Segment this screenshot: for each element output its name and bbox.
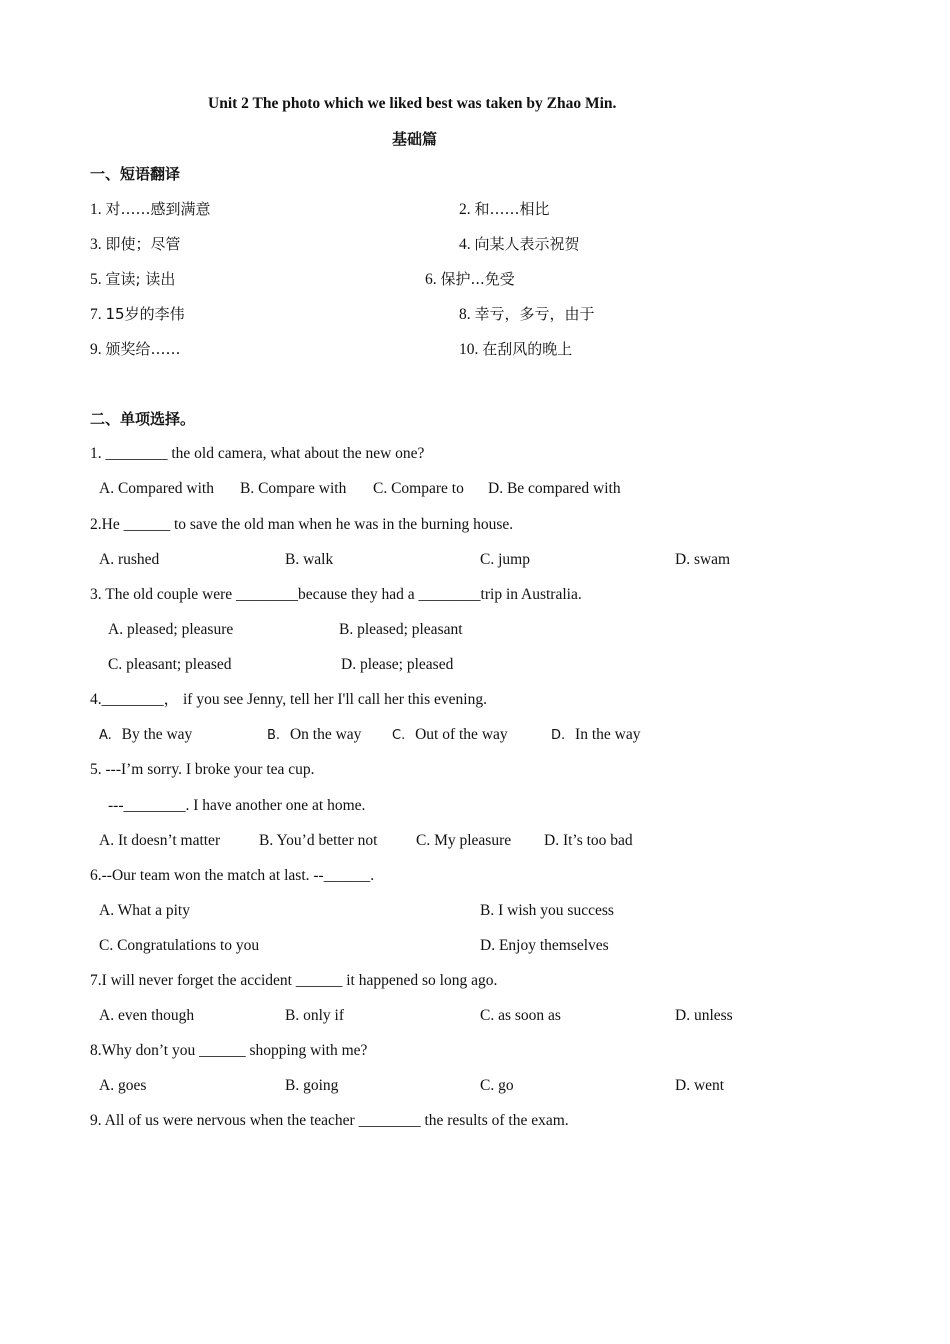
question-stem: 1. ________ the old camera, what about the new one? bbox=[90, 445, 425, 462]
option-a: A. What a pity bbox=[99, 902, 190, 919]
option-a: A. pleased; pleasure bbox=[108, 621, 234, 638]
option-letter: C. bbox=[392, 728, 406, 743]
phrase-item bbox=[459, 234, 580, 255]
option-text: Out of the way bbox=[415, 726, 508, 743]
question-stem-reply: ---________. I have another one at home. bbox=[108, 797, 366, 814]
option-letter: D. bbox=[551, 728, 566, 743]
option-d: D. Be compared with bbox=[488, 480, 621, 497]
option-text: In the way bbox=[575, 726, 641, 743]
phrase-item bbox=[90, 304, 185, 325]
question-stem: 3. The old couple were ________because they had a ________trip in Australia. bbox=[90, 586, 582, 603]
option-a: A. goes bbox=[99, 1077, 147, 1094]
question-stem: 4.________， if you see Jenny, tell her I'll call her this evening. bbox=[90, 691, 487, 708]
option-c: C. My pleasure bbox=[416, 832, 512, 849]
option-b: B. pleased; pleasant bbox=[339, 621, 463, 638]
phrase-item bbox=[459, 199, 550, 220]
question-stem: 2.He ______ to save the old man when he was in the burning house. bbox=[90, 516, 514, 533]
phrase-text: 对……感到满意 bbox=[105, 200, 211, 218]
option-a: A. even though bbox=[99, 1007, 195, 1024]
option-c: C. Congratulations to you bbox=[99, 937, 260, 954]
option-c: C. pleasant; pleased bbox=[108, 656, 232, 673]
phrase-item bbox=[459, 304, 595, 325]
option-b: B. I wish you success bbox=[480, 902, 614, 919]
phrase-number: 6. bbox=[425, 271, 437, 288]
option-d: D. It’s too bad bbox=[544, 832, 633, 849]
option-text: On the way bbox=[289, 726, 362, 743]
option-b: B. walk bbox=[285, 551, 334, 568]
question-stem: 7.I will never forget the accident ______ it happened so long ago. bbox=[90, 972, 498, 989]
option-a bbox=[99, 725, 192, 746]
phrase-number: 2. bbox=[459, 201, 471, 218]
question-stem: 5. ---I’m sorry. I broke your tea cup. bbox=[90, 761, 315, 778]
phrase-text: 即使；尽管 bbox=[105, 235, 181, 253]
phrase-text: 宣读; 读出 bbox=[105, 270, 176, 288]
phrase-number: 3. bbox=[90, 236, 102, 253]
phrase-number: 1. bbox=[90, 201, 102, 218]
phrase-number: 9. bbox=[90, 341, 102, 358]
option-a: A. It doesn’t matter bbox=[99, 832, 221, 849]
option-c bbox=[392, 725, 508, 746]
phrase-item bbox=[90, 234, 181, 255]
phrase-number: 4. bbox=[459, 236, 471, 253]
option-b: B. You’d better not bbox=[259, 832, 378, 849]
option-d: D. please; pleased bbox=[341, 656, 454, 673]
phrase-text: 保护...免受 bbox=[440, 270, 515, 288]
phrase-text: 向某人表示祝贺 bbox=[474, 235, 580, 253]
option-b bbox=[267, 725, 361, 746]
question-stem: 9. All of us were nervous when the teacher ________ the results of the exam. bbox=[90, 1112, 569, 1129]
option-a: A. Compared with bbox=[99, 480, 214, 497]
section-heading-choice: 二、单项选择。 bbox=[90, 410, 196, 428]
phrase-number: 7. bbox=[90, 306, 102, 323]
phrase-number: 5. bbox=[90, 271, 102, 288]
phrase-item bbox=[425, 269, 515, 290]
option-c: C. Compare to bbox=[373, 480, 464, 497]
option-d: D. unless bbox=[675, 1007, 733, 1024]
phrase-number: 10. bbox=[459, 341, 479, 358]
page-subtitle: 基础篇 bbox=[392, 130, 438, 148]
question-stem: 6.--Our team won the match at last. --______. bbox=[90, 867, 375, 884]
phrase-text: 和……相比 bbox=[474, 200, 550, 218]
option-c: C. jump bbox=[480, 551, 530, 568]
option-a: A. rushed bbox=[99, 551, 160, 568]
option-d: D. went bbox=[675, 1077, 725, 1094]
phrase-text: 15岁的李伟 bbox=[105, 305, 185, 323]
question-stem: 8.Why don’t you ______ shopping with me? bbox=[90, 1042, 368, 1059]
phrase-item bbox=[90, 339, 181, 360]
phrase-number: 8. bbox=[459, 306, 471, 323]
option-letter: B. bbox=[267, 728, 281, 743]
option-d bbox=[551, 725, 640, 746]
option-c: C. as soon as bbox=[480, 1007, 561, 1024]
phrase-item bbox=[90, 269, 175, 290]
phrase-text: 在刮风的晚上 bbox=[482, 340, 573, 358]
phrase-text: 幸亏，多亏，由于 bbox=[474, 305, 595, 323]
phrase-item bbox=[459, 339, 572, 360]
phrase-item bbox=[90, 199, 211, 220]
option-d: D. swam bbox=[675, 551, 731, 568]
option-b: B. going bbox=[285, 1077, 339, 1094]
option-b: B. only if bbox=[285, 1007, 344, 1024]
option-b: B. Compare with bbox=[240, 480, 347, 497]
page-title: Unit 2 The photo which we liked best was taken by Zhao Min. bbox=[208, 95, 617, 112]
option-d: D. Enjoy themselves bbox=[480, 937, 609, 954]
section-heading-translation: 一、短语翻译 bbox=[90, 165, 181, 183]
option-text: By the way bbox=[121, 726, 193, 743]
option-letter: A. bbox=[99, 728, 112, 743]
option-c: C. go bbox=[480, 1077, 514, 1094]
phrase-text: 颁奖给…… bbox=[105, 340, 181, 358]
